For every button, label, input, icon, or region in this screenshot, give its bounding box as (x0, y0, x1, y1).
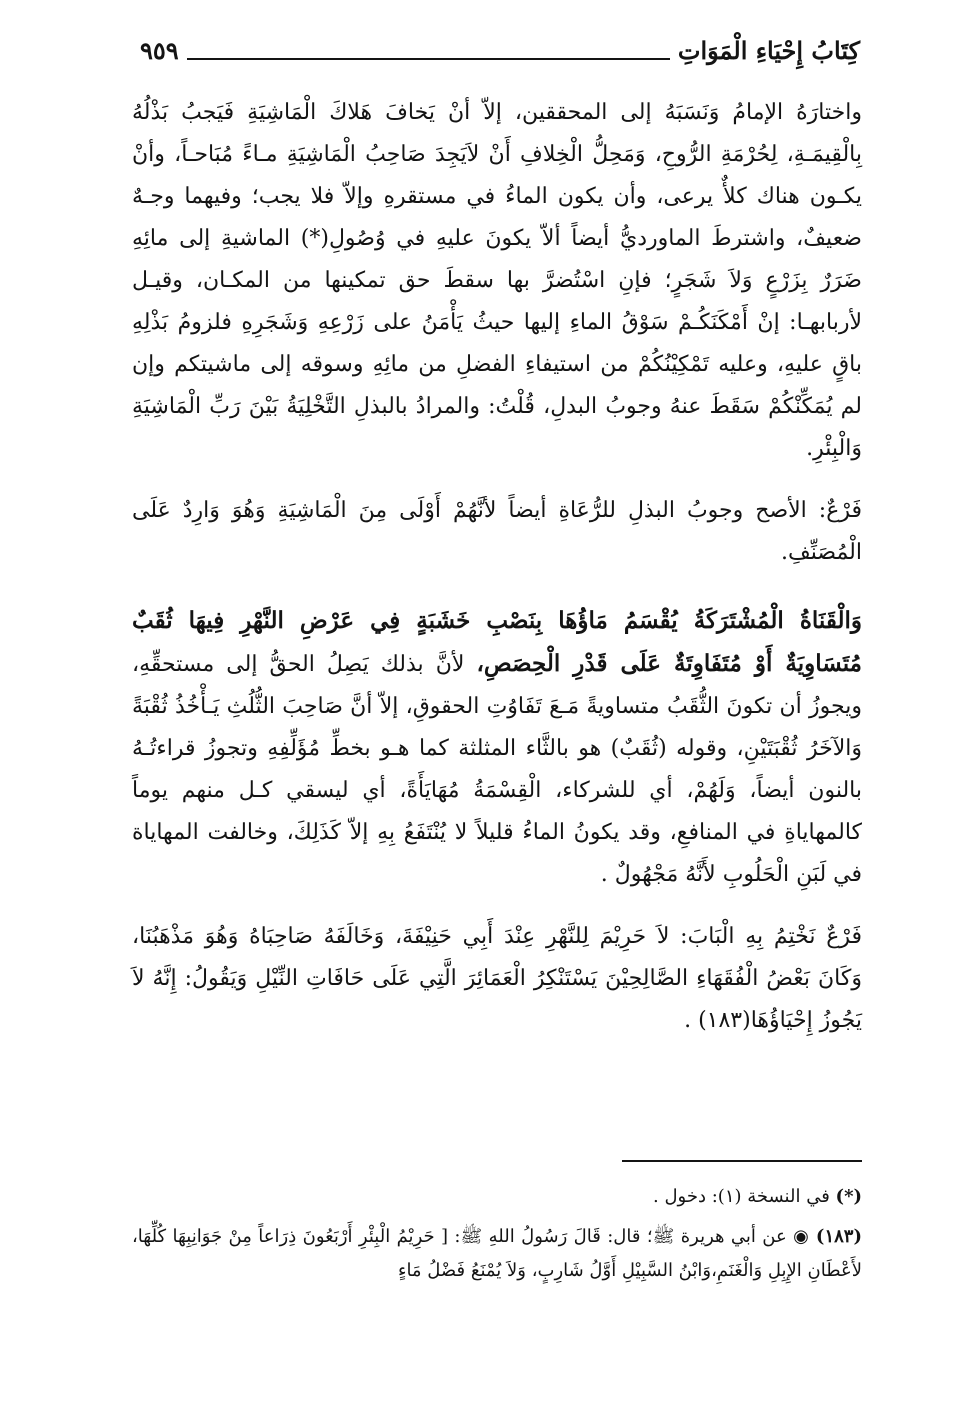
footnote (132, 1220, 862, 1288)
footnote-label: (١٨٣) (815, 1226, 862, 1247)
closing-paragraph: فَرْعٌ نَخْتِمُ بِهِ الْبَابَ: لاَ حَرِيْمَ لِلنَّهْرِ عِنْدَ أَبِي حَنِيْفَةَ، وَخَالَفَهُ صَاحِبَاهُ وَهُوَ مَذْهَبُنَا، وَكَانَ بَعْضُ الْفُقَهَاءِ الصَّالِحِيْنَ يَسْتَنْكِرُ الْعَمَائِرَ الَّتِي عَلَى حَافَاتِ النِّيْلِ وَيَقُولُ: إِنَّهُ لاَ يَجُوزُ إِحْيَاؤُهَا(١٨٣) . (132, 924, 862, 1033)
matn-bold-text: وَالْقَنَاةُ الْمُشْتَرَكَةُ يُقْسَمُ مَاؤُهَا بِنَصْبِ خَشَبَةٍ فِي عَرْضِ النَّهْرِ فِيهَا ثُقَبٌ مُتَسَاوِيَةٌ أَوْ مُتَفَاوِتَةٌ عَلَى قَدْرِ الْحِصَصِ، (132, 607, 862, 677)
footnote-text: ◉ عن أبي هريرة ﷺ؛ قال: قَالَ رَسُولُ اللهِ ﷺ: [ حَرِيْمُ الْبِئْرِ أَرْبَعُونَ ذِرَاعاً مِنْ جَوَانِبِهَا كُلِّهَا، لأَعْطَانِ الإِبِلِ وَالْغَنَمِ،وَابْنُ السَّبِيْلِ أَوَّلُ شَارِبٍ، وَلاَ يُمْنَعُ فَضْلُ مَاءٍ (132, 1226, 862, 1281)
page-number: ٩٥٩ (140, 36, 179, 65)
header-rule (187, 58, 670, 60)
footnote (132, 1180, 862, 1214)
matn-paragraph (132, 600, 862, 896)
far-paragraph: فَرْعٌ: الأصح وجوبُ البذلِ للرُّعَاةِ أيضاً لأنَّهُمْ أَوْلَى مِنَ الْمَاشِيَةِ وَهُوَ وَارِدٌ عَلَى الْمُصَنِّفِ. (132, 498, 862, 565)
commentary-paragraph: واختارَهُ الإمامُ وَنَسَبَهُ إلى المحققين، إلاّ أنْ يَخافَ هَلاكَ الْمَاشِيَةِ فَيَجبُ بَذْلُهُ بِالْقِيمَـةِ، لِحُرْمَةِ الرُّوحِ، وَمَحِلُّ الْخِلافِ أَنْ لاَيَجِدَ صَاحِبُ الْمَاشِيَةِ مـاءً مُبَاحـاً، وأنْ يكـون هناك كلأٌ يرعى، وأن يكون الماءُ في مستقرهِ وإلاّ فلا يجب؛ وفيهما وجـهٌ ضعيفٌ، واشترطَ الماورديُّ أيضاً ألاّ يكونَ عليهِ في وُصُولِ(*) الماشيةِ إلى مائِهِ ضَرَرٌ بِزَرْعٍ وَلاَ شَجَرٍ؛ فإنِ اسْتُضرَّ بها سقطَ حق تمكينها من المكـان، وقيـل لأربابهـا: إنْ أَمْكَنَكُـمْ سَوْقُ الماءِ إليها حيثُ يَأْمَنُ على زَرْعِهِ وَشَجَرِهِ فلزومُ بَذْلِهِ باقٍ عليهِ، وعليه تَمْكِيْنُكُمْ من استيفاءِ الفضلِ من مائِهِ وسوقه إلى ماشيتكم وإن لم يُمَكِّنْكُمْ سَقَطَ عنهُ وجوبُ البدلِ، قُلْتُ: والمرادُ بالبذلِ التَّخْلِيَةُ بَيْنَ رَبِّ الْمَاشِيَةِ وَالْبِئْرِ. (132, 100, 862, 461)
footnote-text: في النسخة (١): دخول . (653, 1186, 830, 1207)
footnote-separator (622, 1160, 862, 1162)
page-header (140, 26, 860, 66)
running-title: كِتَابُ إِحْيَاءِ الْمَوَاتِ (677, 36, 860, 65)
footnote-label: (*) (835, 1186, 862, 1207)
footnotes (132, 1180, 862, 1288)
main-text (132, 92, 862, 1042)
matn-commentary: لأنَّ بذلك يَصِلُ الحقُّ إلى مستحقِّهِ، ويجوزُ أن تكونَ الثُّقَبُ متساويةً مَـعَ تَفَاوُتِ الحقوقِ، إلاّ أنَّ صَاحِبَ الثُّلُثِ يَـأْخُذُ ثُقْبَةً وَالآخَرُ ثُقْبَتَيْنِ، وقوله (ثُقَبٌ) هو بالثَّاء المثلثة كما هـو بخطِّ مُؤَلِّفِهِ وتجوزُ قراءتُـهُ بالنون أيضاً، وَلَهُمْ، أي للشركاء، الْقِسْمَةُ مُهَايَأَةً، أي ليسقي كـل منهم يوماً كالمهاياةِ في المنافعِ، وقد يكونُ الماءُ قليلاً لا يُنْتَفَعُ بِهِ إلاّ كَذَلِكَ، وخالفت المهاياة في لَبَنِ الْحَلُوبِ لأَنَّهُ مَجْهُولٌ . (132, 652, 862, 887)
